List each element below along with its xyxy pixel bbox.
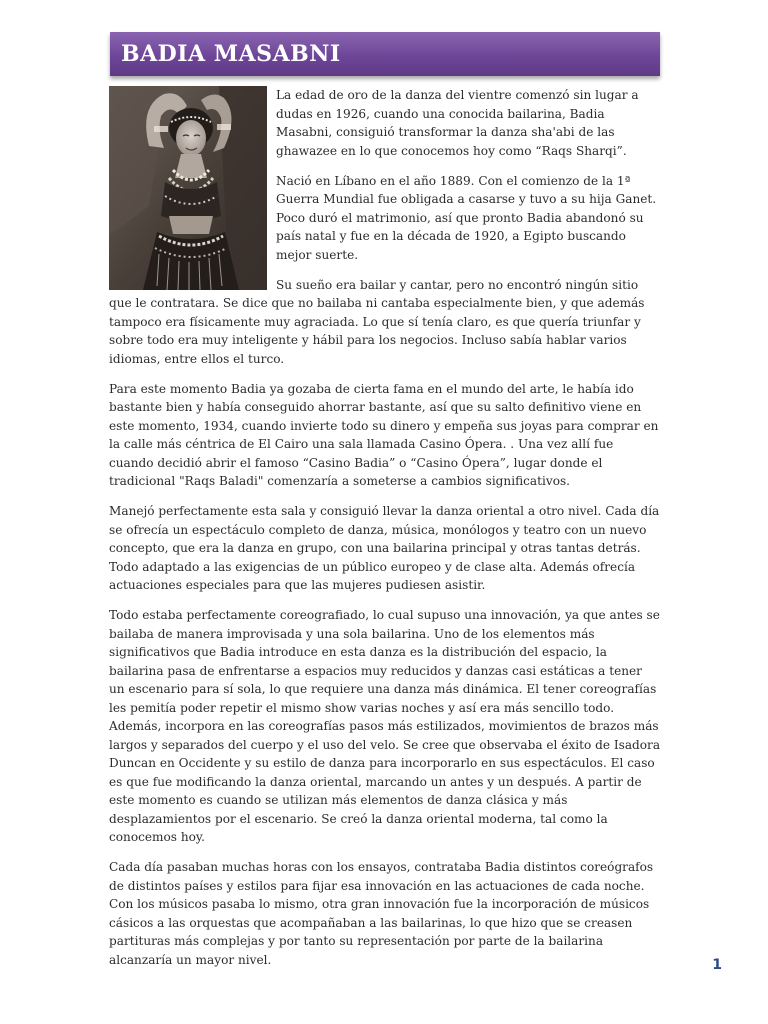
dancer-portrait-image	[109, 86, 267, 290]
portrait-photo	[109, 86, 267, 290]
page-number: 1	[712, 957, 722, 973]
paragraph-6: Todo estaba perfectamente coreografiado, lo cual supuso una innovación, ya que antes se bailaba de manera improvisada y una sola bailarina. Uno de los elementos más significativos que Badia introduce en esta danza es la distribución del espacio, la bailarina pasa de enfrentarse a espacios muy reducidos y danzas casi estáticas a tener un escenario para sí sola, lo que requiere una danza más dinámica. El tener coreografías les pemitía poder repetir el mismo show varias noches y así era más sencillo todo. Además, incorpora en las coreografías pasos más estilizados, movimientos de brazos más largos y separados del cuerpo y el uso del velo. Se cree que observaba el éxito de Isadora Duncan en Occidente y su estilo de danza para incorporarlo en sus espectáculos. El caso es que fue modificando la danza oriental, marcando un antes y un después. A partir de este momento es cuando se utilizan más elementos de danza clásica y más desplazamientos por el escenario. Se creó la danza oriental moderna, tal como la conocemos hoy.	[109, 608, 661, 844]
paragraph-2: Nació en Líbano en el año 1889. Con el comienzo de la 1ª Guerra Mundial fue obligada a casarse y tuvo a su hija Ganet. Poco duró el matrimonio, así que pronto Badia abandonó su país natal y fue en la década de 1920, a Egipto buscando mejor suerte.	[276, 173, 657, 262]
title-banner	[110, 32, 660, 76]
paragraph-1: La edad de oro de la danza del vientre comenzó sin lugar a dudas en 1926, cuando una conocida bailarina, Badia Masabni, consiguió transformar la danza sha'abi de las ghawazee en lo que conocemos hoy como “Raqs Sharqi”.	[276, 88, 639, 158]
paragraph-5: Manejó perfectamente esta sala y consiguió llevar la danza oriental a otro nivel. Cada día se ofrecía un espectáculo completo de danza, música, monólogos y teatro con un nuevo concepto, que era la danza en grupo, con una bailarina principal y otras tantas detrás. Todo adaptado a las exigencias de un público europeo y de clase alta. Además ofrecía actuaciones especiales para que las mujeres pudiesen asistir.	[109, 504, 660, 592]
paragraph-4: Para este momento Badia ya gozaba de cierta fama en el mundo del arte, le había ido bastante bien y había conseguido ahorrar bastante, así que su salto definitivo viene en este momento, 1934, cuando invierte todo su dinero y empeña sus joyas para comprar en la calle más céntrica de El Cairo una sala llamada Casino Ópera. . Una vez allí fue cuando decidió abrir el famoso “Casino Badia” o “Casino Ópera”, lugar donde el tradicional "Raqs Baladi" comenzaría a someterse a cambios significativos.	[109, 381, 659, 488]
paragraph-7: Cada día pasaban muchas horas con los ensayos, contrataba Badia distintos coreógrafos de distintos países y estilos para fijar esa innovación en las actuaciones de cada noche. Con los músicos pasaba lo mismo, otra gran innovación fue la incorporación de músicos cásicos a las orquestas que acompañaban a las bailarinas, lo que hizo que se creasen partituras más complejas y por tanto su representación por parte de la bailarina alcanzaría un mayor nivel.	[109, 860, 654, 967]
page-title: BADIA MASABNI	[121, 41, 341, 67]
paragraph-3: Su sueño era bailar y cantar, pero no encontró ningún sitio que le contratara. Se dice que no bailaba ni cantaba especialmente bien, y que además tampoco era físicamente muy agraciada. Lo que sí tenía claro, es que quería triunfar y sobre todo era muy inteligente y hábil para los negocios. Incluso sabía hablar varios idiomas, entre ellos el turco.	[109, 277, 645, 366]
article-body	[109, 86, 661, 981]
